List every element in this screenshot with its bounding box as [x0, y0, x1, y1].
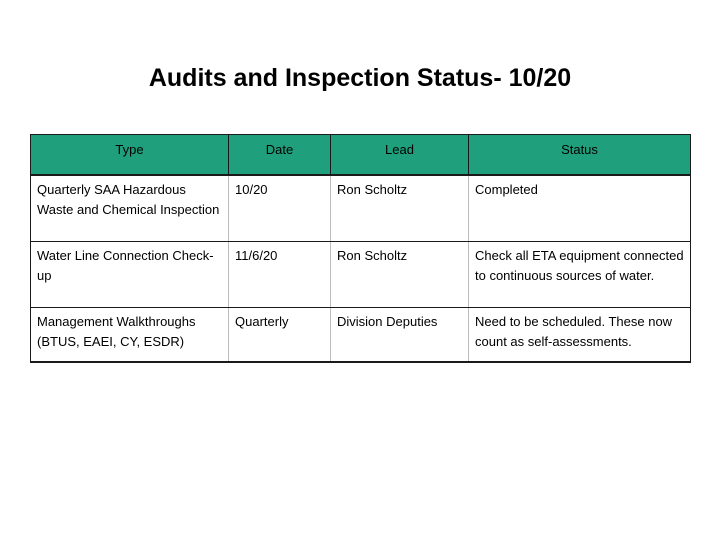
cell-type: Water Line Connection Check-up — [31, 242, 229, 308]
cell-status: Completed — [469, 175, 691, 242]
cell-lead: Ron Scholtz — [331, 242, 469, 308]
cell-date: 10/20 — [229, 175, 331, 242]
table-row — [31, 308, 691, 363]
cell-type: Management Walkthroughs (BTUS, EAEI, CY, ESDR) — [31, 308, 229, 363]
cell-lead: Ron Scholtz — [331, 175, 469, 242]
table-row — [31, 242, 691, 308]
column-header-status: Status — [469, 135, 691, 176]
audit-status-table — [30, 134, 691, 363]
table-row — [31, 175, 691, 242]
table-header-row — [31, 135, 691, 176]
column-header-lead: Lead — [331, 135, 469, 176]
cell-type: Quarterly SAA Hazardous Waste and Chemical Inspection — [31, 175, 229, 242]
cell-status: Check all ETA equipment connected to continuous sources of water. — [469, 242, 691, 308]
cell-lead: Division Deputies — [331, 308, 469, 363]
cell-date: 11/6/20 — [229, 242, 331, 308]
column-header-date: Date — [229, 135, 331, 176]
column-header-type: Type — [31, 135, 229, 176]
cell-status: Need to be scheduled. These now count as self-assessments. — [469, 308, 691, 363]
cell-date: Quarterly — [229, 308, 331, 363]
page-title: Audits and Inspection Status- 10/20 — [148, 64, 572, 92]
